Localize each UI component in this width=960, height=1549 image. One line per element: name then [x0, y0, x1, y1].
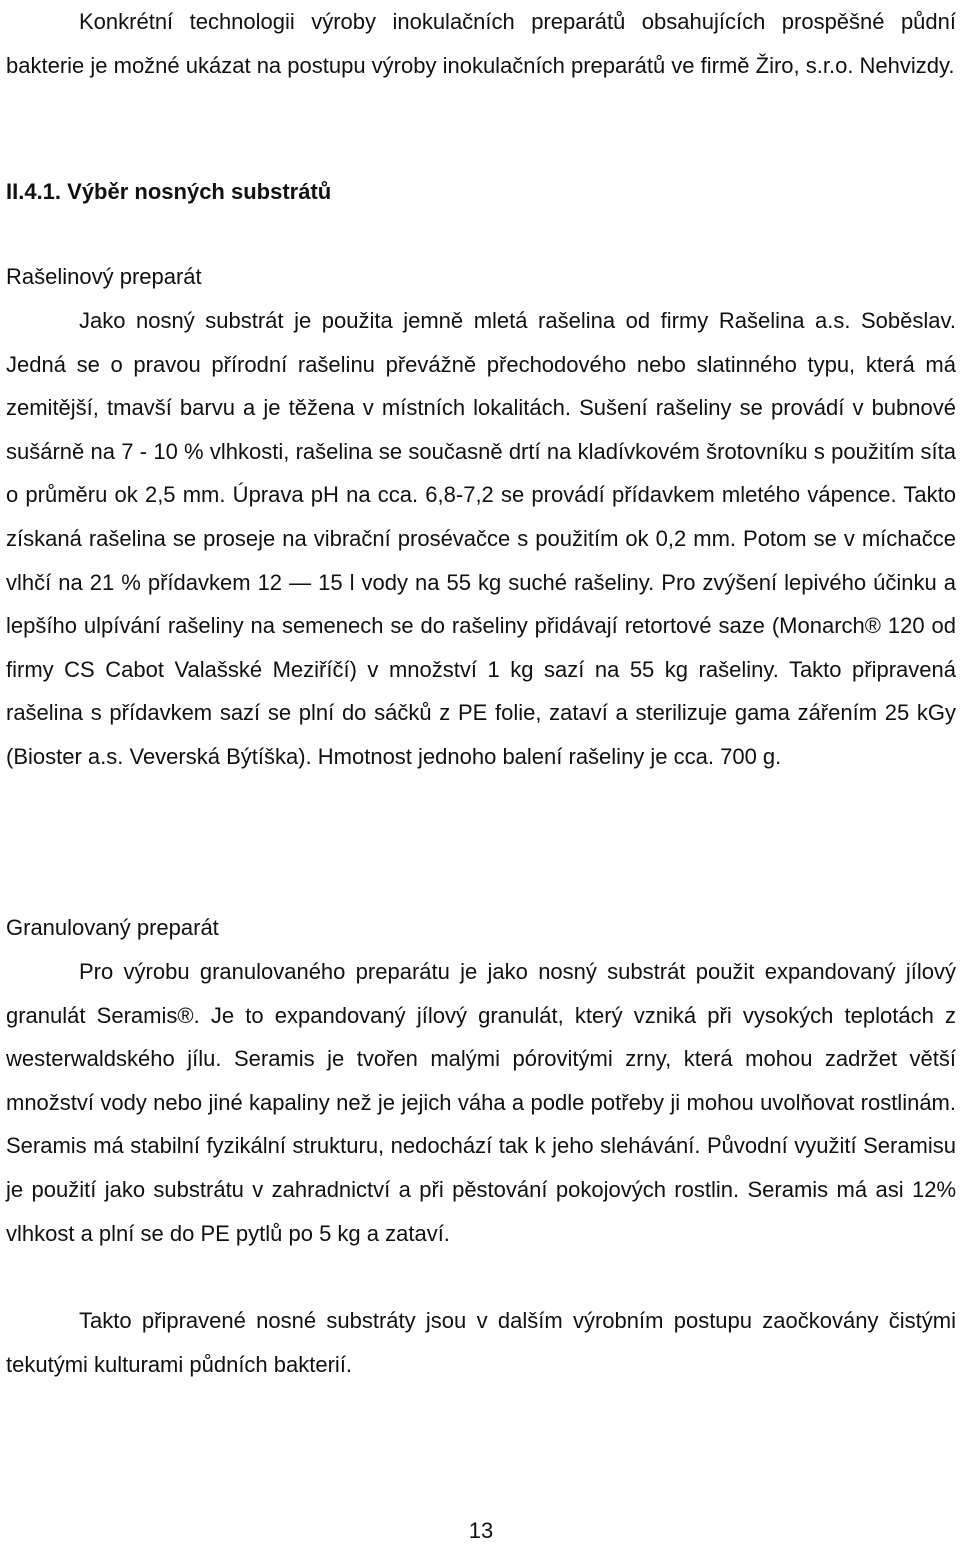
intro-paragraph: Konkrétní technologii výroby inokulačních preparátů obsahujících prospěšné půdní bakterie je možné ukázat na postupu výroby inokulačních preparátů ve firmě Žiro, s.r.o. Nehvizdy. [6, 9, 956, 78]
peat-paragraph: Jako nosný substrát je použita jemně mletá rašelina od firmy Rašelina a.s. Soběslav. Jedná se o pravou přírodní rašelinu převážně přechodového nebo slatinného typu, která má zemitější, tmavší barvu a je těžena v místních lokalitách. Sušení rašeliny se provádí v bubnové sušárně na 7 - 10 % vlhkosti, rašelina se současně drtí na kladívkovém šrotovníku s použitím síta o průměru ok 2,5 mm. Úprava pH na cca. 6,8-7,2 se provádí přídavkem mletého vápence. Takto získaná rašelina se proseje na vibrační prosévačce s použitím ok 0,2 mm. Potom se v míchačce vlhčí na 21 % přídavkem 12 — 15 l vody na 55 kg suché rašeliny. Pro zvýšení lepivého účinku a lepšího ulpívání rašeliny na semenech se do rašeliny přidávají retortové saze (Monarch® 120 od firmy CS Cabot Valašské Meziříčí) v množství 1 kg sazí na 55 kg rašeliny. Takto připravená rašelina s přídavkem sazí se plní do sáčků z PE folie, zataví a sterilizuje gama zářením 25 kGy (Bioster a.s. Veverská Býtíška). Hmotnost jednoho balení rašeliny je cca. 700 g. [6, 308, 956, 769]
subsection-title-granulate: Granulovaný preparát [6, 915, 219, 940]
granulate-paragraph: Pro výrobu granulovaného preparátu je jako nosný substrát použit expandovaný jílový granulát Seramis®. Je to expandovaný jílový granulát, který vzniká při vysokých teplotách z westerwaldského jílu. Seramis je tvořen malými pórovitými zrny, která mohou zadržet větší množství vody nebo jiné kapaliny než je jejich váha a podle potřeby ji mohou uvolňovat rostlinám. Seramis má stabilní fyzikální strukturu, nedochází tak k jeho slehávání. Původní využití Seramisu je použití jako substrátu v zahradnictví a při pěstování pokojových rostlin. Seramis má asi 12% vlhkost a plní se do PE pytlů po 5 kg a zataví. [6, 959, 956, 1246]
closing-paragraph: Takto připravené nosné substráty jsou v dalším výrobním postupu zaočkovány čistými tekutými kulturami půdních bakterií. [6, 1308, 956, 1377]
section-heading: II.4.1. Výběr nosných substrátů [6, 179, 332, 204]
page-number: 13 [468, 1518, 494, 1543]
document-page [6, 0, 956, 1541]
subsection-title-peat: Rašelinový preparát [6, 264, 202, 289]
